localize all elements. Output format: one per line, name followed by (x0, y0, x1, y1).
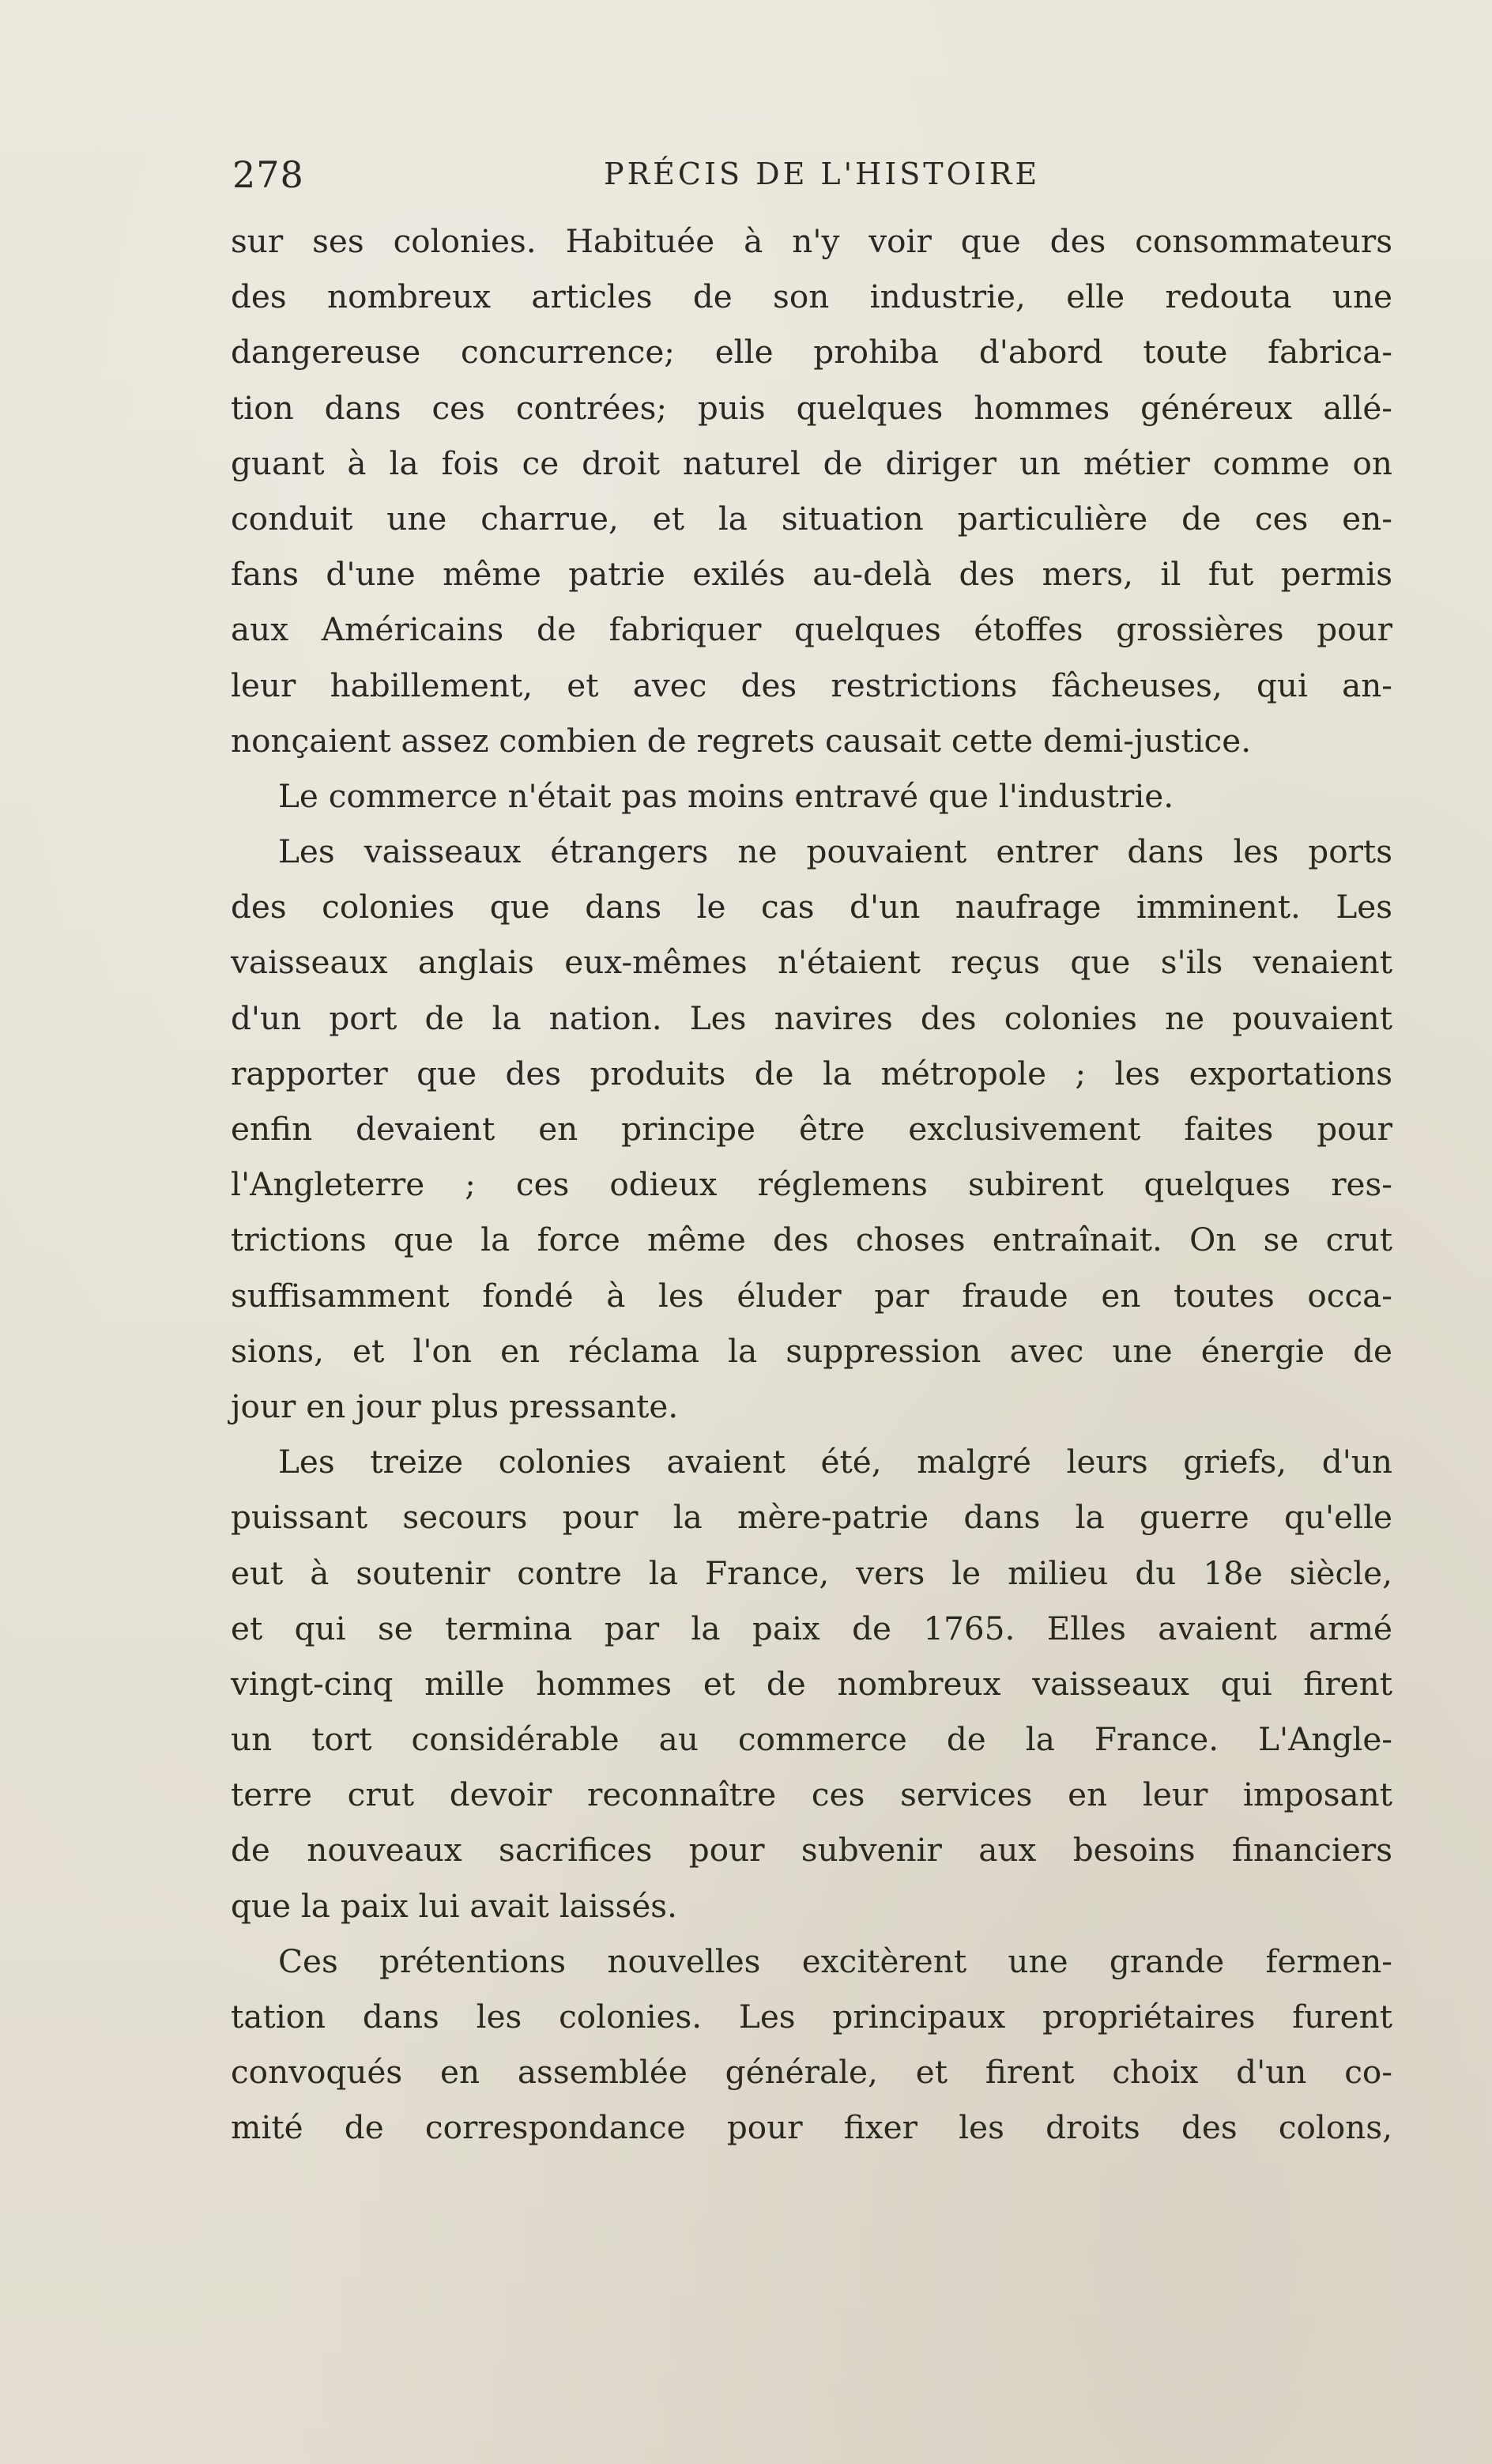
text-line: un tort considérable au commerce de la France. L'Angle- (231, 1720, 1392, 1759)
text-line: enfin devaient en principe être exclusivement faites pour (231, 1110, 1392, 1148)
paragraph-start: Les treize colonies avaient été, malgré leurs griefs, d'un (278, 1443, 1392, 1481)
text-line: terre crut devoir reconnaître ces services en leur imposant (231, 1775, 1392, 1814)
text-line: tation dans les colonies. Les principaux propriétaires furent (231, 1998, 1392, 2036)
text-line: tion dans ces contrées; puis quelques hommes généreux allé- (231, 388, 1392, 427)
text-line: sions, et l'on en réclama la suppression avec une énergie de (231, 1331, 1392, 1370)
text-line: aux Américains de fabriquer quelques étoffes grossières pour (231, 610, 1392, 649)
text-line: mité de correspondance pour fixer les droits des colons, (231, 2108, 1392, 2147)
text-line: vaisseaux anglais eux-mêmes n'étaient reçus que s'ils venaient (231, 943, 1392, 982)
text-line: des nombreux articles de son industrie, elle redouta une (231, 277, 1392, 316)
paragraph-start: Ces prétentions nouvelles excitèrent une grande fermen- (278, 1941, 1392, 1980)
text-line: leur habillement, et avec des restrictions fâcheuses, qui an- (231, 666, 1392, 704)
text-line: de nouveaux sacrifices pour subvenir aux besoins financiers (231, 1831, 1392, 1870)
text-line: rapporter que des produits de la métropole ; les exportations (231, 1054, 1392, 1092)
text-line: et qui se termina par la paix de 1765. Elles avaient armé (231, 1609, 1392, 1647)
text-line: des colonies que dans le cas d'un naufrage imminent. Les (231, 888, 1392, 926)
text-line: jour en jour plus pressante. (231, 1387, 679, 1425)
paragraph-start: Le commerce n'était pas moins entravé que l'industrie. (278, 776, 1174, 815)
text-line: que la paix lui avait laissés. (231, 1886, 677, 1925)
page-number: 278 (232, 153, 304, 196)
text-line: dangereuse concurrence; elle prohiba d'abord toute fabrica- (231, 333, 1392, 372)
text-line: nonçaient assez combien de regrets causait cette demi-justice. (231, 721, 1252, 760)
paragraph-start: Les vaisseaux étrangers ne pouvaient entrer dans les ports (278, 832, 1392, 871)
text-line: trictions que la force même des choses entraînait. On se crut (231, 1221, 1392, 1259)
text-line: l'Angleterre ; ces odieux réglemens subirent quelques res- (231, 1165, 1392, 1204)
text-line: vingt-cinq mille hommes et de nombreux vaisseaux qui firent (231, 1664, 1392, 1703)
text-line: suffisamment fondé à les éluder par fraude en toutes occa- (231, 1276, 1392, 1315)
text-line: sur ses colonies. Habituée à n'y voir que des consommateurs (231, 222, 1392, 260)
body-text (231, 213, 1392, 2156)
text-line: fans d'une même patrie exilés au-delà des mers, il fut permis (231, 555, 1392, 594)
page-header (232, 149, 1394, 204)
running-head: PRÉCIS DE L'HISTOIRE (604, 157, 1041, 191)
text-line: eut à soutenir contre la France, vers le milieu du 18e siècle, (231, 1553, 1392, 1592)
text-line: conduit une charrue, et la situation particulière de ces en- (231, 499, 1392, 538)
text-line: guant à la fois ce droit naturel de diriger un métier comme on (231, 443, 1392, 482)
text-line: puissant secours pour la mère-patrie dans la guerre qu'elle (231, 1498, 1392, 1537)
text-line: d'un port de la nation. Les navires des colonies ne pouvaient (231, 998, 1392, 1037)
text-line: convoqués en assemblée générale, et firent choix d'un co- (231, 2053, 1392, 2092)
